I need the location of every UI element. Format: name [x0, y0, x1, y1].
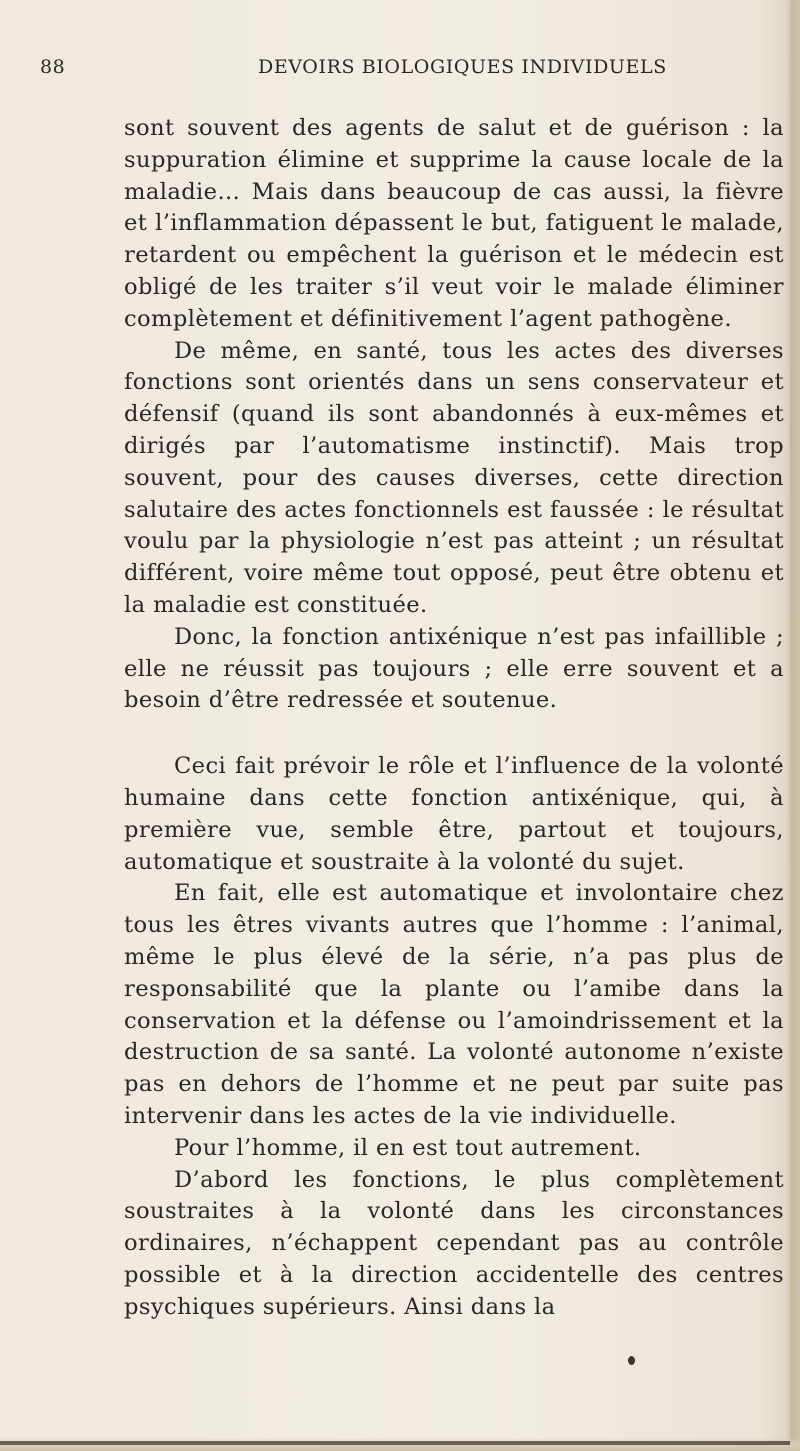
paragraph: De même, en santé, tous les actes des diverses fonctions sont orientés dans un sens conservateur et défensif (quand ils sont abandonnés à eux-mêmes et dirigés par l’automatisme instinctif). Mais trop souvent, pour des causes diverses, cette direction salutaire des actes fonctionnels est faussée : le résultat voulu par la physiologie n’est pas atteint ; un résultat différent, voire même tout opposé, peut être obtenu et la maladie est constituée.	[124, 337, 784, 618]
page-bottom-border	[0, 1441, 790, 1445]
paragraph: D’abord les fonctions, le plus complètement soustraites à la volonté dans les circonstances ordinaires, n’échappent cependant pas au contrôle possible et à la direction accidentelle des centres psychiques supérieurs. Ainsi dans la	[124, 1166, 784, 1320]
paragraph: Ceci fait prévoir le rôle et l’influence de la volonté humaine dans cette fonction antixénique, qui, à première vue, semble être, partout et toujours, automatique et soustraite à la volonté du sujet.	[124, 753, 784, 875]
page-number: 88	[40, 56, 66, 78]
body-text	[124, 113, 784, 1323]
ink-spot	[628, 1356, 635, 1365]
paragraph: sont souvent des agents de salut et de guérison : la suppuration élimine et supprime la cause locale de la maladie... Mais dans beaucoup de cas aussi, la fièvre et l’inflammation dépassent le but, fatiguent le malade, retardent ou empêchent la guérison et le médecin est obligé de les traiter s’il veut voir le malade éliminer complètement et définitivement l’agent pathogène.	[124, 115, 784, 332]
page-right-edge	[786, 0, 800, 1451]
paragraph: Donc, la fonction antixénique n’est pas infaillible ; elle ne réussit pas toujours ; elle erre souvent et a besoin d’être redressée et soutenue.	[124, 623, 784, 714]
paragraph: Pour l’homme, il en est tout autrement.	[174, 1134, 642, 1161]
section-break	[124, 717, 784, 751]
paragraph: En fait, elle est automatique et involontaire chez tous les êtres vivants autres que l’homme : l’animal, même le plus élevé de la série, n’a pas plus de responsabilité que la plante ou l’amibe dans la conservation et la défense ou l’amoindrissement et la destruction de sa santé. La volonté autonome n’existe pas en dehors de l’homme et ne peut par suite pas intervenir dans les actes de la vie individuelle.	[124, 880, 784, 1129]
running-head: DEVOIRS BIOLOGIQUES INDIVIDUELS	[258, 56, 667, 78]
page-header	[0, 56, 800, 86]
